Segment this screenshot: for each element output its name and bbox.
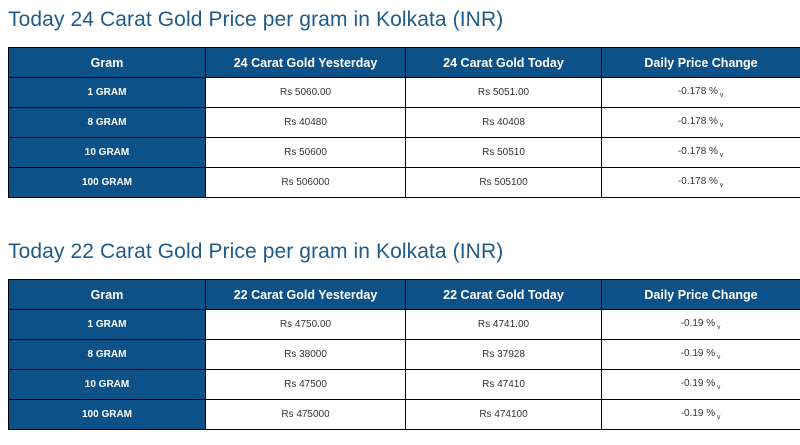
chevron-down-icon: ∨ (718, 122, 725, 129)
price-change-value: -0.178 % (677, 146, 718, 157)
today-price-cell: Rs 47410 (406, 370, 602, 400)
price-change-value: -0.178 % (677, 176, 718, 187)
gram-cell: 8 GRAM (9, 108, 206, 138)
column-header-gram: Gram (9, 48, 206, 78)
price-change-cell (602, 108, 800, 138)
table-header-row (9, 48, 800, 78)
today-price-cell: Rs 5051.00 (406, 78, 602, 108)
chevron-down-icon: ∨ (716, 354, 722, 361)
price-change-value: -0.19 % (680, 408, 716, 419)
price-change-cell (602, 138, 800, 168)
price-change-cell (602, 400, 800, 430)
gold-22-carat-price-table (8, 279, 800, 430)
yesterday-price-cell: Rs 475000 (206, 400, 406, 430)
price-change-cell (602, 340, 800, 370)
gram-cell: 8 GRAM (9, 340, 206, 370)
today-price-cell: Rs 4741.00 (406, 310, 602, 340)
chevron-down-icon: ∨ (716, 324, 722, 331)
gram-cell: 100 GRAM (9, 168, 206, 198)
yesterday-price-cell: Rs 4750.00 (206, 310, 406, 340)
table-row (9, 138, 800, 168)
price-change-cell (602, 168, 800, 198)
table-header-row (9, 280, 800, 310)
table-row (9, 168, 800, 198)
yesterday-price-cell: Rs 506000 (206, 168, 406, 198)
price-change-value: -0.19 % (680, 318, 716, 329)
yesterday-price-cell: Rs 38000 (206, 340, 406, 370)
gram-cell: 10 GRAM (9, 370, 206, 400)
chevron-down-icon: ∨ (718, 92, 725, 99)
chevron-down-icon: ∨ (716, 384, 722, 391)
column-header-gram: Gram (9, 280, 206, 310)
gold-24-carat-heading: Today 24 Carat Gold Price per gram in Kolkata (INR) (8, 8, 504, 31)
gram-cell: 10 GRAM (9, 138, 206, 168)
yesterday-price-cell: Rs 5060.00 (206, 78, 406, 108)
price-change-cell (602, 310, 800, 340)
chevron-down-icon: ∨ (718, 182, 725, 189)
column-header-change: Daily Price Change (602, 48, 800, 78)
column-header-today: 22 Carat Gold Today (406, 280, 602, 310)
table-row (9, 108, 800, 138)
gram-cell: 1 GRAM (9, 78, 206, 108)
price-change-cell (602, 370, 800, 400)
column-header-yesterday: 24 Carat Gold Yesterday (206, 48, 406, 78)
table-row (9, 370, 800, 400)
table-row (9, 400, 800, 430)
gram-cell: 100 GRAM (9, 400, 206, 430)
table-row (9, 340, 800, 370)
price-change-value: -0.178 % (677, 86, 718, 97)
today-price-cell: Rs 40408 (406, 108, 602, 138)
price-change-value: -0.19 % (680, 378, 716, 389)
gold-22-carat-heading: Today 22 Carat Gold Price per gram in Kolkata (INR) (8, 240, 504, 263)
price-change-cell (602, 78, 800, 108)
column-header-yesterday: 22 Carat Gold Yesterday (206, 280, 406, 310)
column-header-change: Daily Price Change (602, 280, 800, 310)
price-change-value: -0.19 % (680, 348, 716, 359)
price-change-value: -0.178 % (677, 116, 718, 127)
chevron-down-icon: ∨ (718, 152, 725, 159)
today-price-cell: Rs 505100 (406, 168, 602, 198)
today-price-cell: Rs 474100 (406, 400, 602, 430)
table-row (9, 78, 800, 108)
today-price-cell: Rs 37928 (406, 340, 602, 370)
table-row (9, 310, 800, 340)
gold-24-carat-price-table (8, 47, 800, 198)
yesterday-price-cell: Rs 40480 (206, 108, 406, 138)
gram-cell: 1 GRAM (9, 310, 206, 340)
today-price-cell: Rs 50510 (406, 138, 602, 168)
yesterday-price-cell: Rs 47500 (206, 370, 406, 400)
column-header-today: 24 Carat Gold Today (406, 48, 602, 78)
yesterday-price-cell: Rs 50600 (206, 138, 406, 168)
chevron-down-icon: ∨ (716, 414, 722, 421)
